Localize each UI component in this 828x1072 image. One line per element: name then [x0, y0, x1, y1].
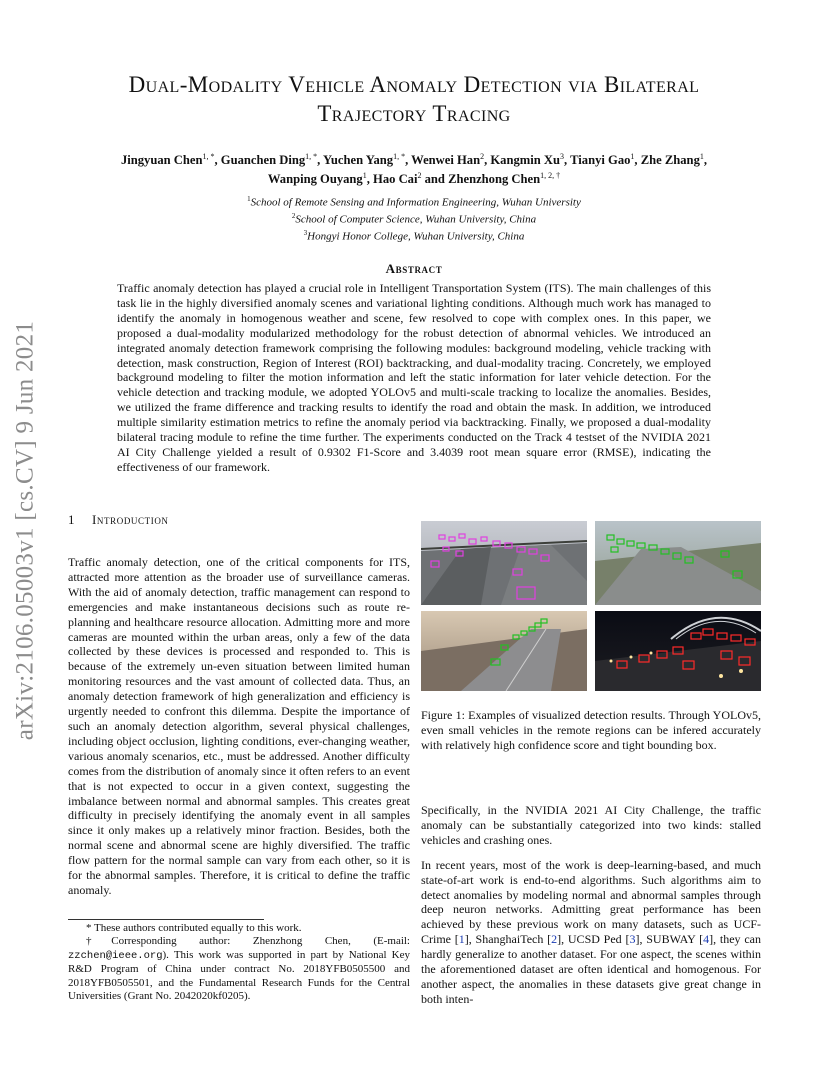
author-sup: 3 — [560, 152, 565, 161]
author-list: Jingyuan Chen$^{1, *}$, Guanchen Ding$^{1, *}$, Yuchen Yang$^{1, *}$, Wenwei Han$^2$, Kangmin Xu$^3$, Tianyi Gao$^1$, Zhe Zhang$^1$, Wanping Ouyang$^1$, Hao Cai$^2$ and Zhenzhong Chen$^{1, 2, \dagger}$ — [120, 152, 708, 187]
footnote-equal: * These authors contributed equally to this work. — [86, 922, 302, 934]
author: Guanchen Ding — [220, 153, 306, 168]
author: Jingyuan Chen — [120, 153, 203, 168]
footnote-corresponding: †Corresponding author: Zhenzhong Chen, (E-mail: zzchen@ieee.org). This work was supported in part by National Key R&D Program of China under contract No. 2018YFB0505500 and 2018YFB0505501, and the Fundamental Research Funds for the Central Universities (Grant No. 2042020kf0205). — [68, 935, 410, 1003]
citation-link[interactable]: 3 — [629, 932, 636, 947]
figure-panel-top-left — [421, 521, 587, 605]
section-title: Introduction — [92, 512, 169, 527]
author-sup: 1 — [630, 152, 635, 161]
author-sup: 1 — [699, 152, 704, 161]
author: Hao Cai — [373, 172, 418, 187]
figure-caption: Figure 1: Examples of visualized detection results. Through YOLOv5, even small vehicles in the remote regions can be infered accurately with relatively high confidence score and tight bounding box. — [421, 708, 761, 752]
abstract-text: Traffic anomaly detection has played a crucial role in Intelligent Transportation System (ITS). The main challenges of this task lie in the highly diversified anomaly scenes and variational lighting conditions. Although much work has managed to identify the anomaly in homogenous weather and scene, few resolved to cope with complex ones. In this paper, we proposed a dual-modality modularized methodology for the robust detection of abnormal vehicles. We introduced an integrated anomaly detection framework comprising the following modules: background modeling, vehicle tracking with detection, mask construction, Region of Interest (ROI) backtracking, and dual-modality tracing. Concretely, we employed background modeling to filter the motion information and left the static information for later vehicle detection. For the vehicle detection and tracking module, we adopted YOLOv5 and multi-scale tracking to localize the anomalies. Besides, we utilized the frame difference and tracking results to identify the road and obtain the mask. In addition, we introduced multiple similarity estimation metrics to refine the anomaly period via backtracking. Finally, we proposed a dual-modality bilateral tracing module to refine the time further. The experiments conducted on the Track 4 testset of the NVIDIA 2021 AI City Challenge yielded a result of 0.9302 F1-Score and 3.4039 root mean square error (RMSE), indicating the effectiveness of our framework. — [117, 281, 711, 474]
figure-panel-bottom-left — [421, 611, 587, 691]
paper-title — [60, 70, 768, 128]
title-line-2: Trajectory Tracing — [317, 101, 511, 126]
section-heading — [68, 512, 169, 528]
section-number: 1 — [68, 512, 76, 527]
author: Tianyi Gao — [570, 153, 631, 168]
author-sup: 1 — [362, 171, 367, 181]
intro-paragraph: Traffic anomaly detection, one of the critical components for ITS, attracted more attention as the broader use of surveillance cameras. With the aid of anomaly detection, traffic management can respond to emergencies and make instantaneous decisions such as route re-planning and healthcare resource allocation. Admitting more and more cameras are mounted within the urban areas, only a few of the data collected by these devices is processed and responded to. This is because of the extremely un-even situation between limited human monitoring resources and the vast amount of collected data. Thus, an anomaly detection framework of high generalization and efficiency is urgently needed to confront this dilemma. Despite the importance of such an anomaly detection algorithm, several physical challenges, including object occlusion, lighting conditions, ever-changing weather, various anomaly scenarios, etc., must be addressed. Another difficulty comes from the distribution of anomaly since it often refers to an event that is not expected to occur in a given context, suggesting the imbalance between normal and abnormal samples. This creates great difficulty in precisely identifying the anomaly event in all samples since it only makes up a relatively minor fraction. Besides, both the normal scene and abnormal scene are highly diversified. The traffic flow pattern for the normal sample can vary from each other, so it is for the abnormal samples. Therefore, it is critical to define the traffic anomaly. — [68, 555, 410, 897]
abstract-heading: Abstract — [385, 261, 443, 276]
author: Zhenzhong Chen — [448, 172, 541, 187]
author-sup: 1, 2, † — [540, 171, 561, 181]
author: Wanping Ouyang — [267, 172, 363, 187]
citation-link[interactable]: 1 — [458, 932, 465, 947]
affiliation-line: $^1$School of Remote Sensing and Information Engineering, Wuhan University — [247, 195, 581, 209]
email-link[interactable]: zzchen@ieee.org — [68, 949, 163, 962]
author: Wenwei Han — [411, 153, 481, 168]
author-sup: 1, * — [393, 152, 406, 161]
author: Kangmin Xu — [490, 153, 561, 168]
author-sup: 1, * — [305, 152, 318, 161]
figure-panel-top-right — [595, 521, 761, 605]
footnotes — [68, 922, 410, 1003]
figure-1-detection-examples — [421, 521, 761, 691]
citation-link[interactable]: 2 — [551, 932, 558, 947]
author-sup: 2 — [480, 152, 485, 161]
affiliations — [120, 193, 708, 244]
figure-panel-bottom-right — [595, 611, 761, 691]
right-paragraph-1: Specifically, in the NVIDIA 2021 AI City Challenge, the traffic anomaly can be substantially categorized into two kinds: stalled vehicles and crashing ones. — [421, 803, 761, 847]
right-paragraph-2: In recent years, most of the work is deep-learning-based, and much state-of-art work is end-to-end algorithms. Such algorithms aim to detect anomalies by modeling normal and abnormal samples through deep neuron networks. Admitting great performance has been achieved by these previous work on many datasets, such as UCF-Crime [1], ShanghaiTech [2], UCSD Ped [3], SUBWAY [4], they can hardly generalize to another dataset. For one aspect, the scenes within the aforementioned dataset are often identical and homogenous. For another aspect, the anomalies in these datasets give great change in both inten- — [421, 857, 761, 1006]
right-column-text — [421, 803, 761, 1017]
author: Zhe Zhang — [640, 153, 700, 168]
author-sup: 1, * — [202, 152, 215, 161]
affiliation-line: $^2$School of Computer Science, Wuhan University, China — [291, 212, 537, 226]
arxiv-stamp: arXiv:2106.05003v1 [cs.CV] 9 Jun 2021 — [11, 320, 39, 741]
footnote-rule — [68, 919, 264, 920]
title-line-1: Dual-Modality Vehicle Anomaly Detection via Bilateral — [128, 72, 700, 97]
author-sup: 2 — [417, 171, 422, 181]
author: Yuchen Yang — [322, 153, 394, 168]
citation-link[interactable]: 4 — [703, 932, 710, 947]
affiliation-line: $^3$Hongyi Honor College, Wuhan University, China — [303, 229, 525, 243]
